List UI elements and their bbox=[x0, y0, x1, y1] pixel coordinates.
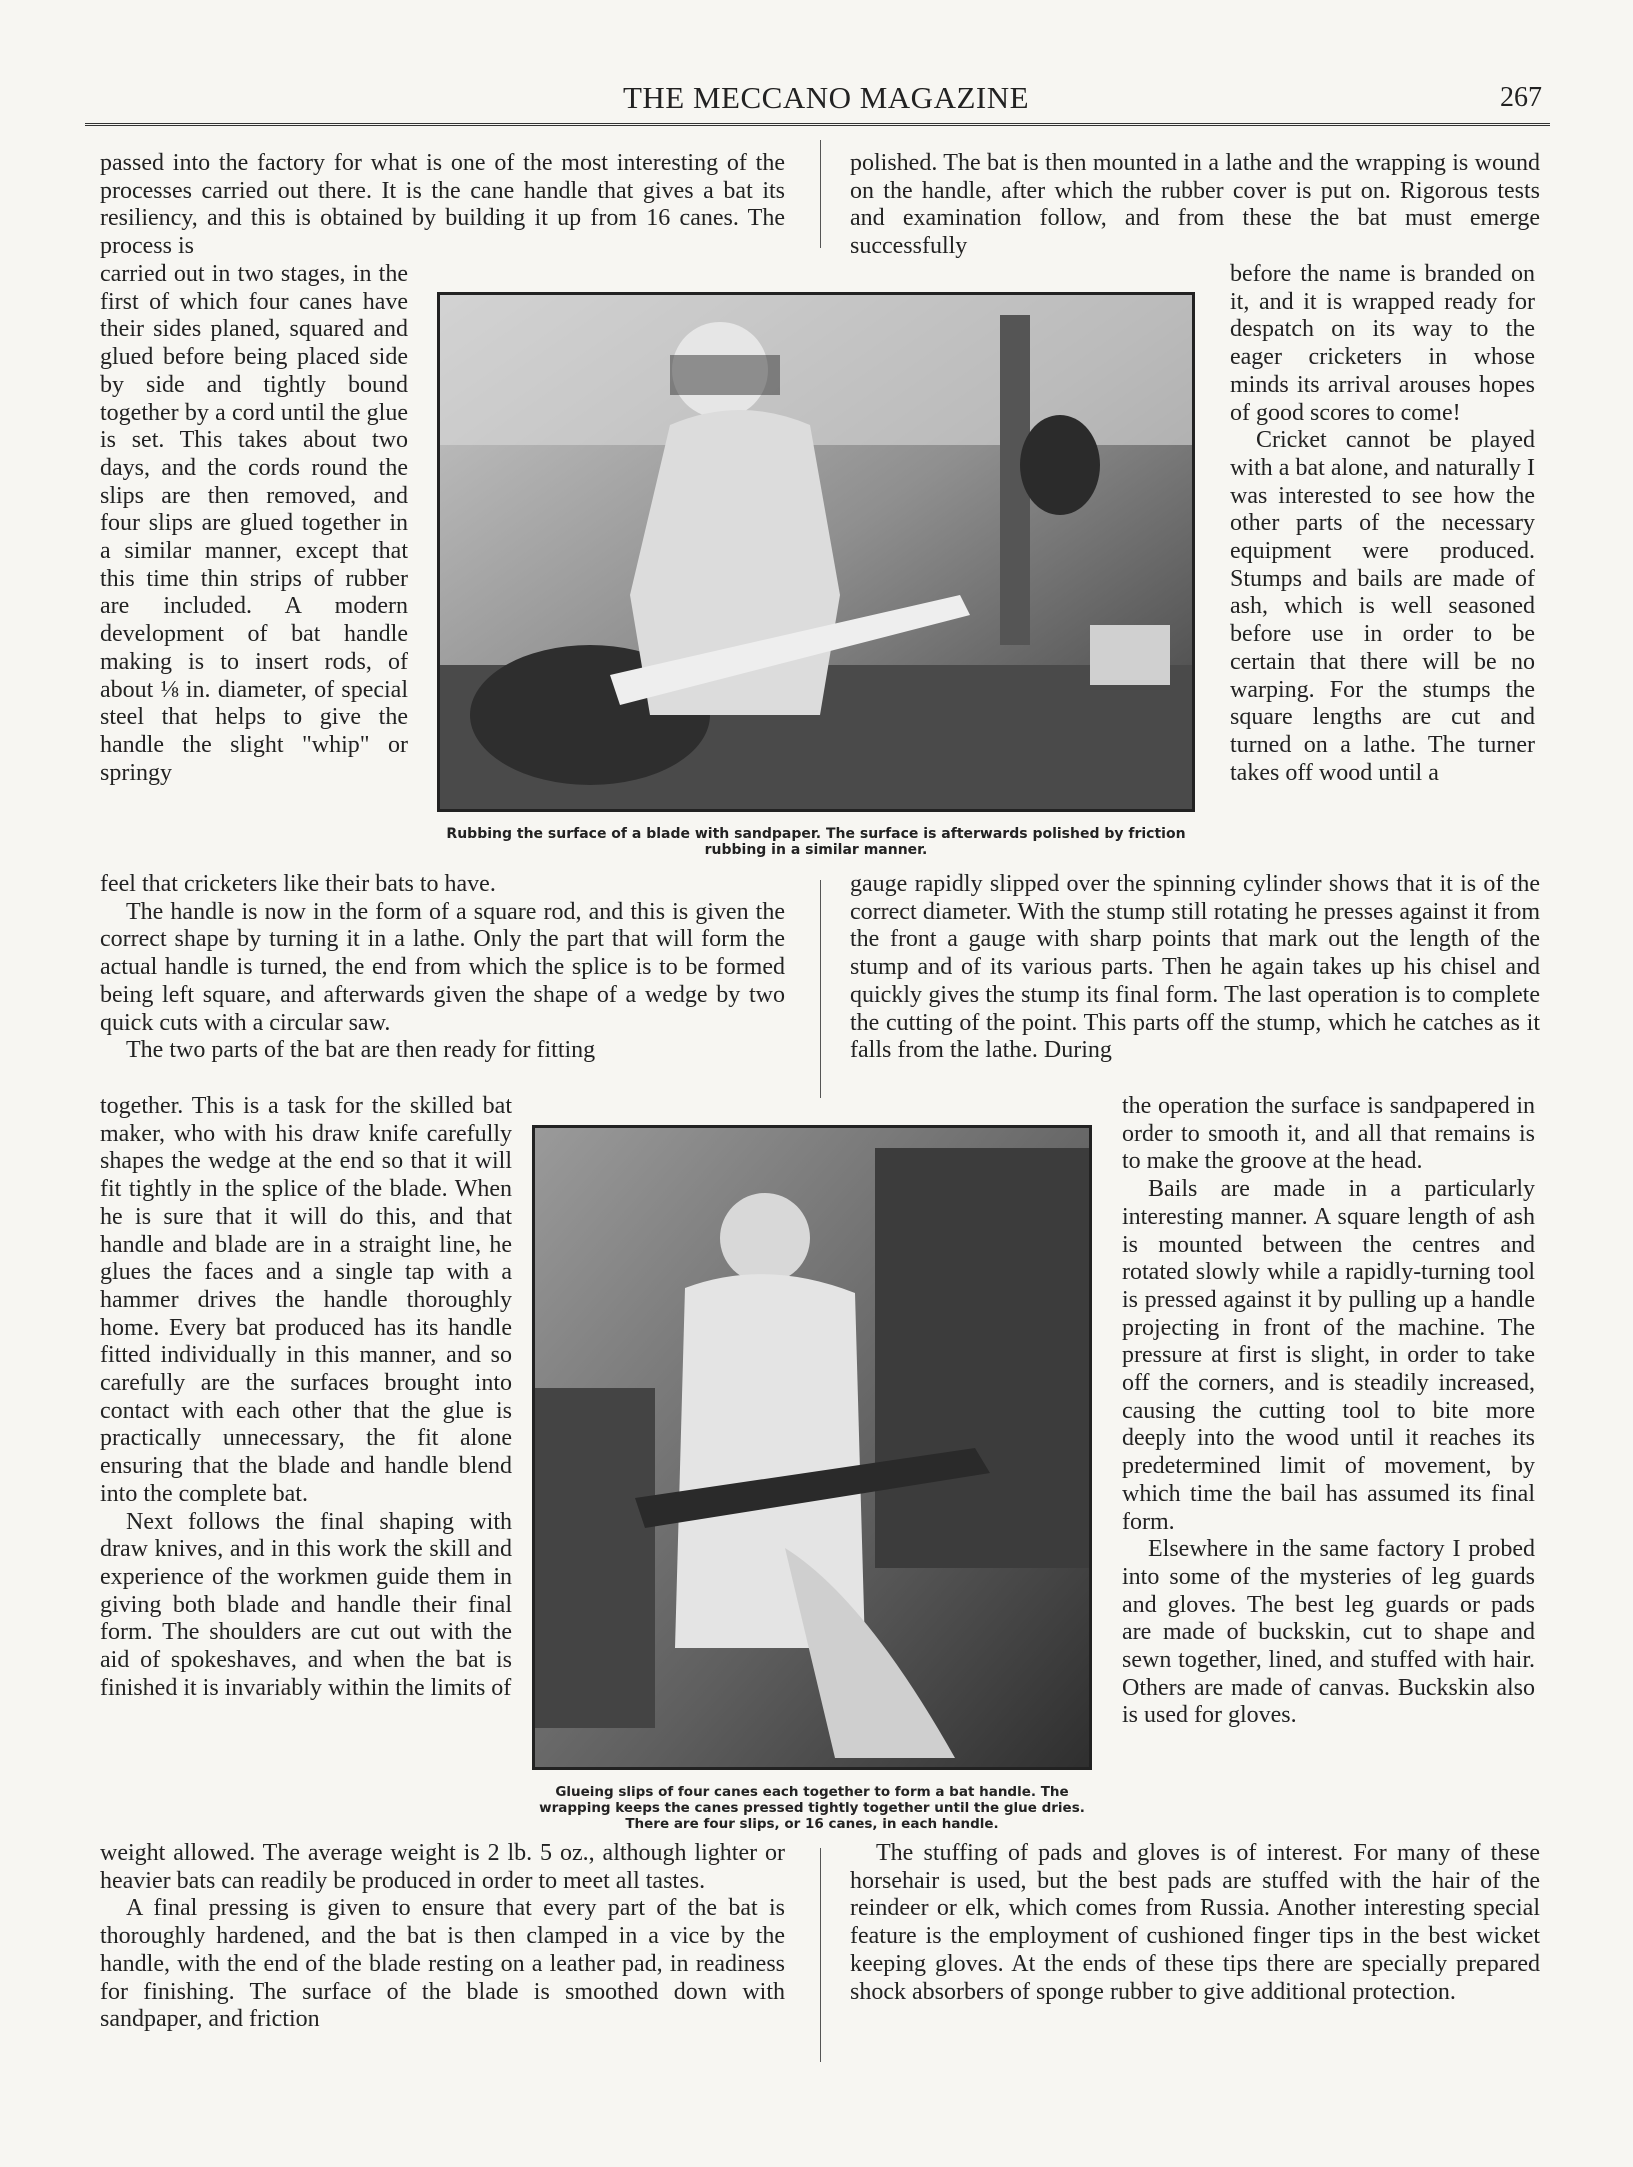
paragraph: Next follows the final shaping with draw knives, and in this work the skill and experience of the workmen guide them in giving both blade and handle their final form. The shoulders are cut out with the aid of spokeshaves, and when the bat is finished it is invariably within the limits of bbox=[100, 1508, 512, 1701]
column-divider bbox=[820, 140, 821, 248]
left-column-middle bbox=[100, 871, 785, 1065]
column-divider bbox=[820, 880, 821, 1098]
photo-caption: Rubbing the surface of a blade with sandpaper. The surface is afterwards polished by friction rubbing in a similar manner. bbox=[446, 826, 1186, 858]
right-column-wrap-1 bbox=[1230, 261, 1535, 787]
right-column-middle bbox=[850, 871, 1540, 1065]
paragraph: weight allowed. The average weight is 2 lb. 5 oz., although lighter or heavier bats can readily be produced in order to meet all tastes. bbox=[100, 1840, 785, 1894]
paragraph: the operation the surface is sandpapered in order to smooth it, and all that remains is to make the groove at the head. bbox=[1122, 1093, 1535, 1175]
paragraph: Elsewhere in the same factory I probed into some of the mysteries of leg guards and gloves. The best leg guards or pads are made of buckskin, cut to shape and sewn together, lined, and stuffed with hair. Others are made of canvas. Buckskin also is used for gloves. bbox=[1122, 1536, 1535, 1729]
paragraph: together. This is a task for the skilled bat maker, who with his draw knife carefully shapes the wedge at the end so that it will fit tightly in the splice of the blade. When he is sure that it will do this, and that handle and blade are in a straight line, he glues the faces and a single tap with a hammer drives the handle thoroughly home. Every bat produced has its handle fitted individually in this manner, and so carefully are the surfaces brought into contact with each other that the glue is practically unnecessary, the fit alone ensuring that the blade and handle blend into the complete bat. bbox=[100, 1093, 512, 1507]
right-column-wrap-2 bbox=[1122, 1093, 1535, 1730]
paragraph: polished. The bat is then mounted in a lathe and the wrapping is wound on the handle, after which the rubber cover is put on. Rigorous tests and examination follow, and from these the bat must emerge successfully bbox=[850, 150, 1540, 260]
page-header bbox=[90, 78, 1562, 122]
page-number: 267 bbox=[1500, 82, 1542, 113]
paragraph: A final pressing is given to ensure that every part of the bat is thoroughly hardened, and the bat is then clamped in a vice by the handle, with the end of the blade resting on a leather pad, in readiness for finishing. The surface of the blade is smoothed down with sandpaper, and friction bbox=[100, 1895, 785, 2033]
header-rule bbox=[85, 123, 1550, 128]
paragraph: carried out in two stages, in the first of which four canes have their sides planed, squared and glued before being placed side by side and tightly bound together by a cord until the glue is set. This takes about two days, and the cords round the slips are then removed, and four slips are glued together in a similar manner, except that this time thin strips of rubber are included. A modern development of bat handle making is to insert rods, of about ⅛ in. diameter, of special steel that helps to give the handle the slight "whip" or springy bbox=[100, 261, 408, 786]
paragraph: The handle is now in the form of a square rod, and this is given the correct shape by turning it in a lathe. Only the part that will form the actual handle is turned, the end from which the splice is to be formed being left square, and afterwards given the shape of a wedge by two quick cuts with a circular saw. bbox=[100, 898, 785, 1036]
paragraph: Bails are made in a particularly interesting manner. A square length of ash is mounted between the centres and rotated slowly while a rapidly-turning tool is pressed against it by pulling up a handle projecting in front of the machine. The pressure at first is slight, in order to take off the corners, and is steadily increased, causing the cutting tool to bite more deeply into the wood until it reaches its predetermined limit of movement, by which time the bail has assumed its final form. bbox=[1122, 1176, 1535, 1535]
left-column-wrap-2 bbox=[100, 1093, 512, 1702]
left-column-top bbox=[100, 150, 785, 261]
column-divider bbox=[820, 1848, 821, 2062]
right-column-bottom bbox=[850, 1840, 1540, 2006]
magazine-title: THE MECCANO MAGAZINE bbox=[622, 80, 1030, 115]
paragraph: gauge rapidly slipped over the spinning cylinder shows that it is of the correct diameter. With the stump still rotating he presses against it from the front a gauge with sharp points that mark out the length of the stump and of its various parts. Then he again takes up his chisel and quickly gives the stump its final form. The last operation is to complete the cutting of the point. This parts off the stump, which he catches as it falls from the lathe. During bbox=[850, 871, 1540, 1064]
left-column-bottom bbox=[100, 1840, 785, 2034]
paragraph: Cricket cannot be played with a bat alone, and naturally I was interested to see how the other parts of the necessary equipment were produced. Stumps and bails are made of ash, which is well seasoned before use in order to be certain that there will be no warping. For the stumps the square lengths are cut and turned on a lathe. The turner takes off wood until a bbox=[1230, 427, 1535, 786]
right-column-top bbox=[850, 150, 1540, 261]
paragraph: The stuffing of pads and gloves is of interest. For many of these horsehair is used, but the best pads are stuffed with the hair of the reindeer or elk, which comes from Russia. Another interesting special feature is the employment of cushioned finger tips in the best wicket keeping gloves. At the ends of these tips there are specially prepared shock absorbers of sponge rubber to give additional protection. bbox=[850, 1840, 1540, 2005]
paragraph: before the name is branded on it, and it is wrapped ready for despatch on its way to the eager cricketers in whose minds its arrival arouses hopes of good scores to come! bbox=[1230, 261, 1535, 426]
photo-glueing-canes bbox=[532, 1125, 1092, 1770]
photo-sanding-blade bbox=[437, 292, 1195, 812]
glueing-photo-illustration bbox=[535, 1128, 1089, 1767]
photo-caption: Glueing slips of four canes each together to form a bat handle. The wrapping keeps the canes pressed tightly together until the glue dries. There are four slips, or 16 canes, in each handle. bbox=[539, 1784, 1085, 1832]
left-column-wrap-1 bbox=[100, 261, 408, 787]
paragraph: passed into the factory for what is one of the most interesting of the processes carried out there. It is the cane handle that gives a bat its resiliency, and this is obtained by building it up from 16 canes. The process is bbox=[100, 150, 785, 260]
sanding-photo-illustration bbox=[440, 295, 1192, 809]
paragraph: feel that cricketers like their bats to have. bbox=[100, 871, 496, 897]
paragraph: The two parts of the bat are then ready for fitting bbox=[126, 1037, 596, 1064]
